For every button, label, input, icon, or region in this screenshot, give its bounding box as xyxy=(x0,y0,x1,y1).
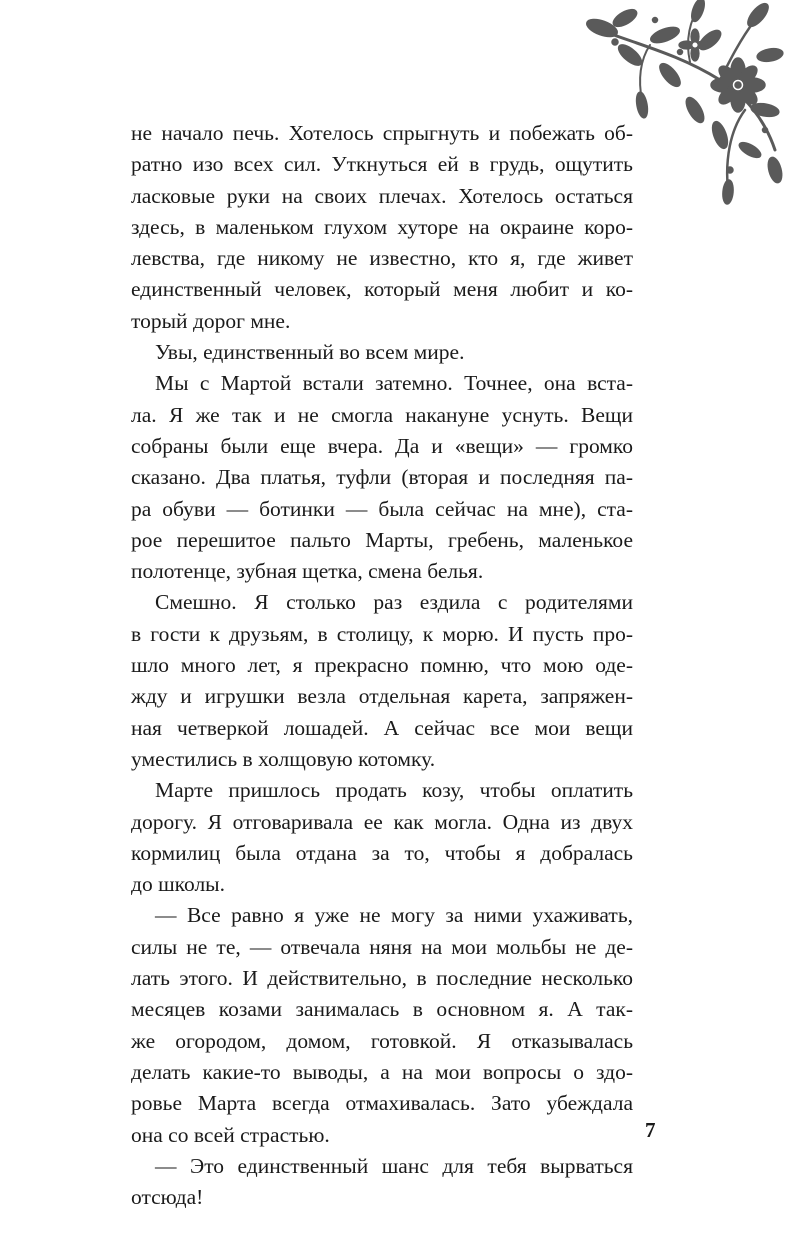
text-line: дорогу. Я отговаривала ее как могла. Одна из двух xyxy=(131,809,633,834)
text-line: собраны были еще вчера. Да и «вещи» — громко xyxy=(131,433,633,458)
text-line: Марте пришлось продать козу, чтобы оплатить xyxy=(155,778,633,803)
text-line: месяцев козами занималась в основном я. А так- xyxy=(131,997,633,1022)
text-line: в гости к друзьям, в столицу, к морю. И пусть про- xyxy=(131,621,633,646)
text-line: полотенце, зубная щетка, смена белья. xyxy=(131,559,484,584)
text-line: сказано. Два платья, туфли (вторая и последняя па- xyxy=(131,465,633,490)
text-line: рое перешитое пальто Марты, гребень, маленькое xyxy=(131,527,633,552)
text-line: делать какие-то выводы, а на мои вопросы о здо- xyxy=(131,1059,633,1084)
text-line: Мы с Мартой встали затемно. Точнее, она вста- xyxy=(155,371,633,396)
text-line: — Это единственный шанс для тебя вырваться xyxy=(155,1153,633,1178)
text-line: — Все равно я уже не могу за ними ухаживать, xyxy=(155,903,633,928)
text-line: ровье Марта всегда отмахивалась. Зато убеждала xyxy=(131,1091,633,1116)
text-line: ратно изо всех сил. Уткнуться ей в грудь, ощутить xyxy=(131,152,633,177)
text-line: ра обуви — ботинки — была сейчас на мне), ста- xyxy=(131,496,633,521)
text-line: отсюда! xyxy=(131,1185,204,1210)
text-line: не начало печь. Хотелось спрыгнуть и побежать об- xyxy=(131,121,633,145)
text-line: ласковые руки на своих плечах. Хотелось остаться xyxy=(131,183,633,208)
text-line: ла. Я же так и не смогла накануне уснуть. Вещи xyxy=(131,402,633,427)
page-number: 7 xyxy=(645,1118,656,1142)
text-line: Увы, единственный во всем мире. xyxy=(155,340,465,365)
text-line: кормилиц была отдана за то, чтобы я добралась xyxy=(131,840,633,865)
text-line: уместились в холщовую котомку. xyxy=(131,746,436,771)
text-line: силы не те, — отвечала няня на мои мольбы не де- xyxy=(131,934,633,959)
text-line: торый дорог мне. xyxy=(131,308,291,333)
text-line: левства, где никому не известно, кто я, где живет xyxy=(131,246,633,271)
text-line: ная четверкой лошадей. А сейчас все мои вещи xyxy=(131,715,633,740)
text-line: шло много лет, я прекрасно помню, что мою оде- xyxy=(131,653,633,678)
text-line: до школы. xyxy=(131,872,225,897)
text-line: Смешно. Я столько раз ездила с родителями xyxy=(155,590,633,615)
text-line: здесь, в маленьком глухом хуторе на окраине коро- xyxy=(131,214,633,239)
text-line: же огородом, домом, готовкой. Я отказывалась xyxy=(131,1028,633,1053)
text-line: жду и игрушки везла отдельная карета, запряжен- xyxy=(131,684,633,709)
body-text xyxy=(131,118,633,1213)
text-line: единственный человек, который меня любит и ко- xyxy=(131,277,633,302)
text-line: лать этого. И действительно, в последние несколько xyxy=(131,966,633,991)
text-line: она со всей страстью. xyxy=(131,1122,330,1147)
